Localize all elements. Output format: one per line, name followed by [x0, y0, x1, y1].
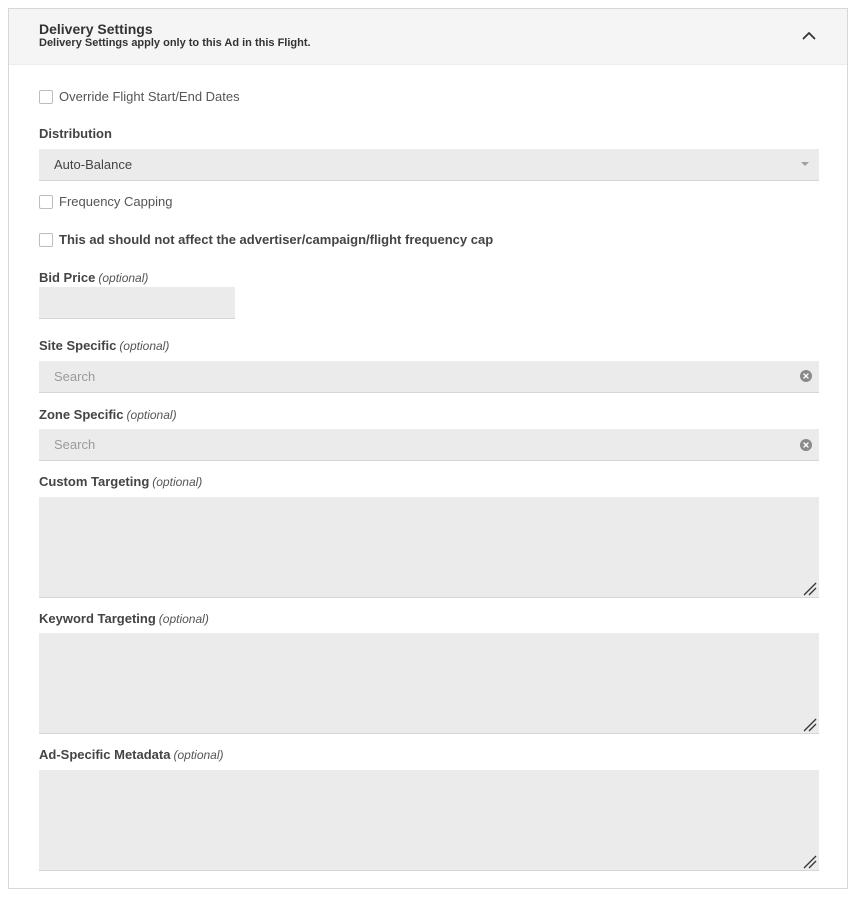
- override-dates-label: Override Flight Start/End Dates: [59, 89, 240, 104]
- caret-down-icon: [801, 162, 809, 166]
- distribution-select[interactable]: [39, 149, 819, 181]
- zone-specific-optional: (optional): [126, 408, 177, 422]
- chevron-up-icon: [802, 31, 816, 40]
- frequency-capping-option[interactable]: [39, 194, 172, 209]
- panel-title: Delivery Settings: [39, 21, 153, 37]
- delivery-settings-panel: [8, 8, 848, 889]
- panel-header[interactable]: [9, 9, 847, 65]
- no-affect-cap-option[interactable]: [39, 232, 493, 247]
- panel-subtitle: Delivery Settings apply only to this Ad in this Flight.: [39, 37, 311, 49]
- site-specific-search-input[interactable]: [39, 361, 819, 393]
- frequency-capping-checkbox[interactable]: [39, 195, 53, 209]
- distribution-selected-value: Auto-Balance: [54, 157, 133, 172]
- keyword-targeting-textarea[interactable]: [39, 633, 819, 734]
- zone-specific-search-input[interactable]: [39, 429, 819, 461]
- bid-price-label-text: Bid Price: [39, 270, 96, 285]
- custom-targeting-label: [39, 474, 202, 489]
- custom-targeting-textarea[interactable]: [39, 497, 819, 598]
- custom-targeting-label-text: Custom Targeting: [39, 474, 150, 489]
- bid-price-label: [39, 270, 148, 285]
- site-specific-label-text: Site Specific: [39, 338, 117, 353]
- collapse-button[interactable]: [797, 23, 821, 47]
- keyword-targeting-label: [39, 611, 209, 626]
- zone-specific-label: [39, 407, 177, 422]
- resize-handle-icon[interactable]: [803, 855, 817, 869]
- site-specific-label: [39, 338, 169, 353]
- distribution-label: Distribution: [39, 126, 112, 141]
- zone-specific-clear-icon[interactable]: [800, 439, 812, 451]
- frequency-capping-label: Frequency Capping: [59, 194, 173, 209]
- site-specific-optional: (optional): [119, 339, 170, 353]
- ad-metadata-label-text: Ad-Specific Metadata: [39, 747, 171, 762]
- ad-metadata-optional: (optional): [173, 748, 224, 762]
- override-dates-option[interactable]: [39, 89, 240, 104]
- bid-price-optional: (optional): [98, 271, 149, 285]
- custom-targeting-optional: (optional): [152, 475, 203, 489]
- site-specific-clear-icon[interactable]: [800, 370, 812, 382]
- no-affect-cap-label: This ad should not affect the advertiser/campaign/flight frequency cap: [59, 232, 494, 247]
- ad-metadata-textarea[interactable]: [39, 770, 819, 871]
- zone-specific-label-text: Zone Specific: [39, 407, 124, 422]
- resize-handle-icon[interactable]: [803, 582, 817, 596]
- keyword-targeting-optional: (optional): [158, 612, 209, 626]
- ad-metadata-label: [39, 747, 224, 762]
- no-affect-cap-checkbox[interactable]: [39, 233, 53, 247]
- override-dates-checkbox[interactable]: [39, 90, 53, 104]
- resize-handle-icon[interactable]: [803, 718, 817, 732]
- bid-price-input[interactable]: [39, 287, 235, 319]
- keyword-targeting-label-text: Keyword Targeting: [39, 611, 156, 626]
